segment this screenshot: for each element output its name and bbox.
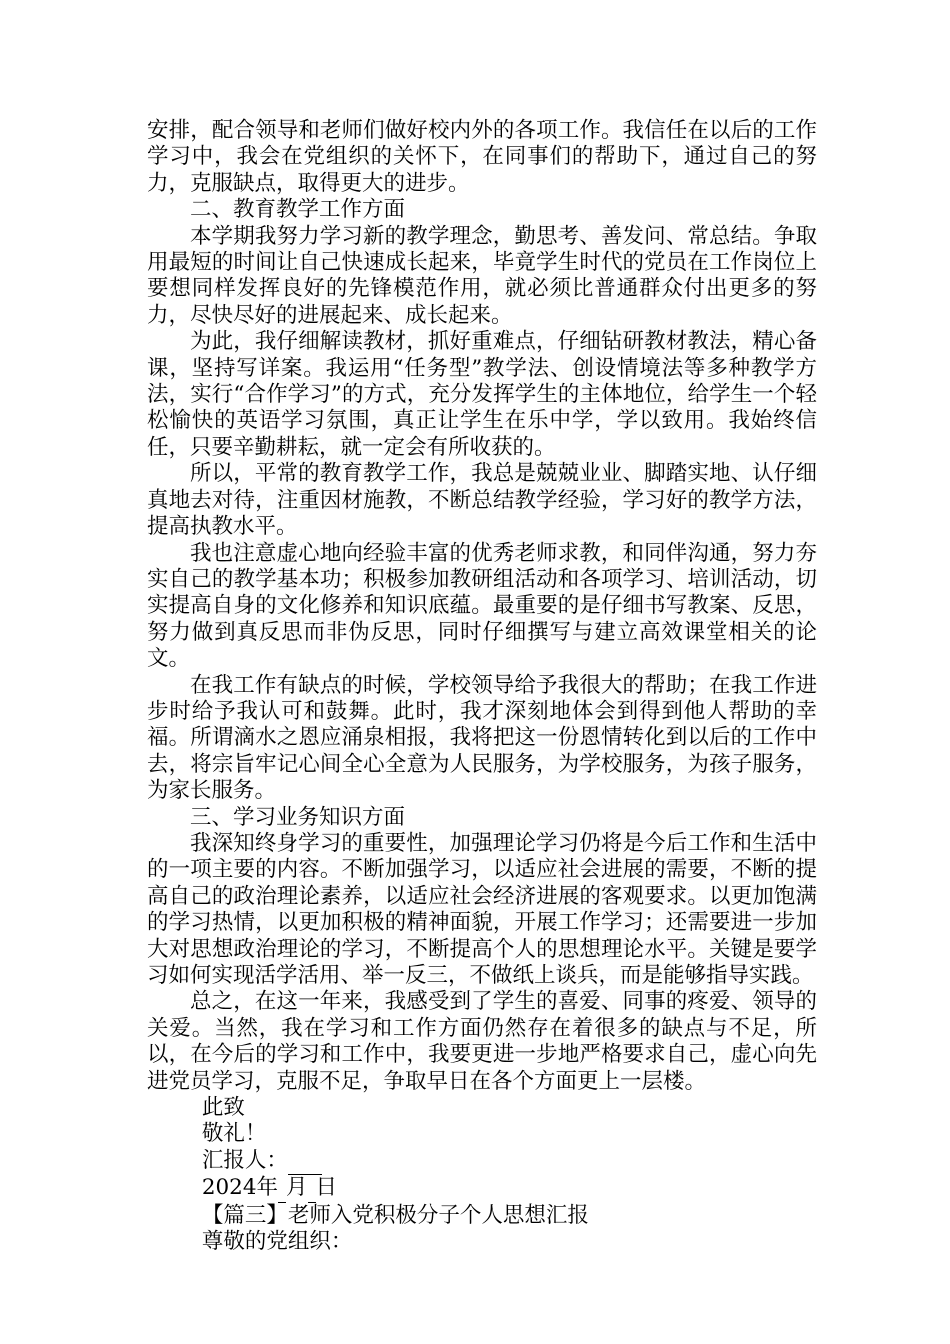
paragraph-lifelong-learning: 我深知终身学习的重要性，加强理论学习仍将是今后工作和生活中的一项主要的内容。不断加强学习，以适应社会进展的需要，不断的提高自己的政治理论素养，以适应社会经济进展的客观要求。以更加饱满的学习热情，以更加积极的精神面貌，开展工作学习；还需要进一步加大对思想政治理论的学习，不断提高个人的思想理论水平。关键是要学习如何实现活学活用、举一反三，不做纸上谈兵，而是能够指导实践。: [147, 830, 817, 988]
reporter-name-blank: [288, 1148, 322, 1175]
paragraph-daily-work: 所以，平常的教育教学工作，我总是兢兢业业、脚踏实地、认仔细真地去对待，注重因材施教，不断总结教学经验，学习好的教学方法，提高执教水平。: [147, 461, 817, 540]
document-page: [147, 118, 817, 1255]
day-blank: [308, 1175, 316, 1202]
section-heading-teaching: 二、教育教学工作方面: [190, 197, 406, 223]
paragraph-study-concepts: 本学期我努力学习新的教学理念，勤思考、善发问、常总结。争取用最短的时间让自己快速成长起来，毕竟学生时代的党员在工作岗位上要想同样发挥良好的先锋模范作用，就必须比普通群众付出更多的努力，尽快尽好的进展起来、成长起来。: [147, 223, 817, 328]
next-section-title: 【篇三】老师入党积极分子个人思想汇报: [201, 1202, 589, 1228]
closing-salutation: 此致: [201, 1095, 245, 1121]
paragraph-summary: 总之，在这一年来，我感受到了学生的喜爱、同事的疼爱、领导的关爱。当然，我在学习和工作方面仍然存在着很多的缺点与不足，所以，在今后的学习和工作中，我要更进一步地严格要求自己，虚心向先进党员学习，克服不足，争取早日在各个方面更上一层楼。: [147, 989, 817, 1094]
date-day: 日: [315, 1175, 338, 1201]
paragraph-gratitude: 在我工作有缺点的时候，学校领导给予我很大的帮助；在我工作进步时给予我认可和鼓舞。此时，我才深刻地体会到得到他人帮助的幸福。所谓滴水之恩应涌泉相报，我将把这一份恩情转化到以后的工作中去，将宗旨牢记心间全心全意为人民服务，为学校服务，为孩子服务，为家长服务。: [147, 672, 817, 804]
paragraph-continuation: 安排，配合领导和老师们做好校内外的各项工作。我信任在以后的工作学习中，我会在党组织的关怀下，在同事们的帮助下，通过自己的努力，克服缺点，取得更大的进步。: [147, 118, 817, 196]
date-year: 2024年: [201, 1175, 279, 1201]
date-line: [147, 1175, 817, 1202]
date-month: 月: [286, 1175, 308, 1201]
section-heading-learning: 三、学习业务知识方面: [190, 804, 406, 830]
reporter-line: [147, 1148, 817, 1175]
closing-respect: 敬礼！: [201, 1121, 267, 1147]
paragraph-learn-from-teachers: 我也注意虚心地向经验丰富的优秀老师求教，和同伴沟通，努力夯实自己的教学基本功；积极参加教研组活动和各项学习、培训活动，切实提高自身的文化修养和知识底蕴。最重要的是仔细书写教案、反思，努力做到真反思而非伪反思，同时仔细撰写与建立高效课堂相关的论文。: [147, 540, 817, 672]
paragraph-lesson-prep: 为此，我仔细解读教材，抓好重难点，仔细钻研教材教法，精心备课，坚持写详案。我运用“任务型”教学法、创设情境法等多种教学方法，实行“合作学习”的方式，充分发挥学生的主体地位，给学生一个轻松愉快的英语学习氛围，真正让学生在乐中学，学以致用。我始终信任，只要辛勤耕耘，就一定会有所收获的。: [147, 329, 817, 460]
next-section-greeting: 尊敬的党组织：: [201, 1229, 353, 1255]
month-blank: [278, 1175, 286, 1202]
reporter-label: 汇报人：: [201, 1147, 288, 1173]
